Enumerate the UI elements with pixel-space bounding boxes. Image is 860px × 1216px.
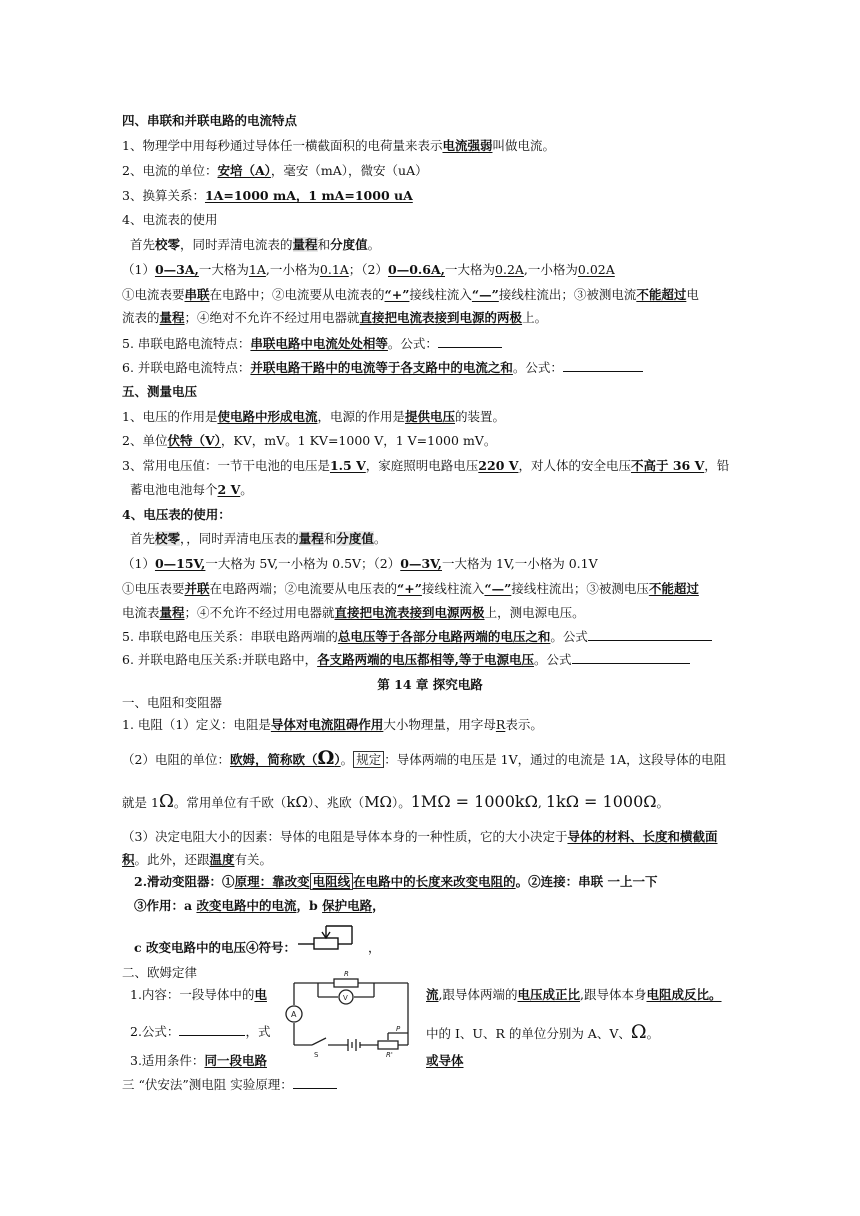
- text: ，对人体的安全电压: [518, 458, 631, 473]
- text-line: [426, 1023, 659, 1043]
- keyword: 1.5 V: [329, 458, 366, 473]
- formula-blank[interactable]: [588, 628, 712, 641]
- keyword: 导体的材料、长度和横截面: [567, 829, 718, 844]
- text-line: 4、电压表的使用：: [122, 507, 231, 522]
- text-line: [130, 236, 380, 254]
- text: 流表的: [122, 310, 160, 325]
- boxed-word: 规定: [353, 751, 384, 768]
- keyword: 分度值: [336, 531, 374, 546]
- keyword: 导体对电流阻碍作用: [270, 717, 384, 732]
- text: ，铅: [704, 458, 730, 473]
- formula-blank[interactable]: [179, 1023, 245, 1036]
- keyword: 电阻成反比。: [646, 987, 722, 1002]
- text: 6. 并联电路电压关系:并联电路中，: [122, 652, 318, 667]
- text: 5. 串联电路电流特点：: [122, 336, 251, 351]
- section-title-current: 四、串联和并联电路的电流特点: [122, 113, 298, 128]
- text: 。公式: [550, 629, 588, 644]
- text: 在电路中的长度来改变电阻的: [353, 874, 516, 889]
- text: 电: [686, 287, 699, 302]
- text: 。常用单位有千欧（: [173, 795, 287, 810]
- formula: 1MΩ = 1000kΩ: [410, 792, 538, 811]
- text: 三 “伏安法”测电阻 实验原理：: [122, 1077, 293, 1092]
- text: 大小物理量，用字母: [383, 717, 496, 732]
- text: ,: [537, 795, 542, 810]
- circuit-diagram: [282, 965, 418, 1059]
- text: ）: [334, 752, 341, 767]
- text-line: [130, 530, 386, 548]
- text: ；④不允许不经过用电器就: [184, 605, 335, 620]
- text: 接线柱流出；③被测电压: [511, 581, 649, 596]
- text: ，同时弄清电流表的: [180, 237, 293, 252]
- text: 5. 串联电路电压关系：串联电路两端的: [122, 629, 338, 644]
- text-line: [122, 457, 729, 475]
- text-line: [122, 286, 699, 304]
- keyword: 同一段电路: [204, 1053, 267, 1068]
- text-line: [122, 432, 496, 450]
- text: 。: [646, 1026, 660, 1041]
- text-line: [122, 137, 555, 155]
- text-line: [122, 309, 547, 327]
- text: 和: [317, 237, 331, 252]
- text-line: [130, 986, 267, 1004]
- value: 0.1A: [319, 262, 349, 277]
- keyword: 不能超过: [636, 287, 687, 302]
- text-line: [122, 187, 413, 205]
- text: 接线柱流出；③被测电流: [498, 287, 637, 302]
- keyword: “+”: [384, 287, 410, 302]
- text-line: [122, 359, 643, 377]
- keyword: 2 V: [217, 482, 241, 497]
- text-line: [122, 580, 699, 598]
- keyword: 校零: [155, 237, 181, 252]
- text: ①电压表要: [122, 581, 185, 596]
- keyword: 分度值: [330, 237, 368, 252]
- text: 的装置。: [455, 409, 506, 424]
- text: 1、物理学中用每秒通过导体任一横截面积的电荷量来表示: [122, 138, 443, 153]
- keyword: 并联电路干路中的电流等于各支路中的电流之和: [250, 360, 513, 375]
- text: 1、电压的作用是: [122, 409, 218, 424]
- text-line: [122, 408, 505, 426]
- text: （1）: [122, 556, 155, 571]
- text-line: 4、电流表的使用: [122, 212, 218, 227]
- keyword: 不能超过: [648, 581, 699, 596]
- text: 2、电流的单位：: [122, 163, 218, 178]
- text-line: [134, 897, 385, 915]
- keyword: 串联电路中电流处处相等: [250, 336, 388, 351]
- text: ，KV，mV。1 KV=1000 V，1 V=1000 mV。: [220, 433, 497, 448]
- circuit-label-s: S: [314, 1051, 319, 1059]
- keyword: 保护电路: [322, 898, 373, 913]
- text: 。: [240, 482, 253, 497]
- formula-blank[interactable]: [438, 335, 502, 348]
- keyword: 总电压等于各部分电路两端的电压之和: [337, 629, 551, 644]
- keyword: 温度: [209, 852, 235, 867]
- text-line: [130, 1052, 267, 1070]
- text: ，毫安（mA），微安（uA）: [270, 163, 428, 178]
- text: 6. 并联电路电流特点：: [122, 360, 251, 375]
- text-line: [122, 1076, 337, 1094]
- keyword: 安培（A）: [217, 163, 271, 178]
- text: 在电路两端；②电流要从电压表的: [209, 581, 398, 596]
- text: 2.滑动变阻器：①: [134, 874, 235, 889]
- keyword: 提供电压: [405, 409, 456, 424]
- text-line: [134, 939, 296, 957]
- keyword: 量程: [292, 237, 318, 252]
- text-line: [122, 261, 615, 279]
- circuit-label-v: V: [343, 994, 348, 1002]
- text: 蓄电池电池每个: [130, 482, 218, 497]
- text-line: [122, 749, 726, 769]
- text: ,一小格为: [265, 262, 320, 277]
- keyword: 校零: [155, 531, 181, 546]
- text: ，式: [245, 1024, 271, 1039]
- text: ,一小格为: [523, 262, 578, 277]
- keyword: 使电路中形成电流: [217, 409, 318, 424]
- keyword: 0—3A,: [154, 262, 199, 277]
- text: 。公式: [533, 652, 572, 667]
- section-title-voltage: 五、测量电压: [122, 384, 198, 399]
- keyword: 并联: [184, 581, 210, 596]
- text: ，b: [296, 898, 323, 913]
- keyword: 直接把电流表接到电源的两极: [359, 310, 523, 325]
- text-line: [122, 162, 428, 180]
- text: ,跟导体两端的: [438, 987, 518, 1002]
- text: ；（2）: [348, 262, 388, 277]
- value: 0.2A: [495, 262, 524, 277]
- text-line: [426, 986, 722, 1004]
- text: 。: [340, 752, 354, 767]
- keyword: 0—3V,: [400, 556, 443, 571]
- text-line: [122, 604, 585, 622]
- unit: kΩ: [286, 793, 308, 811]
- boxed-word: 电阻线: [310, 873, 354, 890]
- text-line: [122, 716, 543, 734]
- text: 。公式：: [387, 336, 438, 351]
- text: 叫做电流。: [492, 138, 555, 153]
- text: 上，测电源电压。: [484, 605, 585, 620]
- text: 。此外，还跟: [134, 852, 210, 867]
- value: 1A: [248, 262, 266, 277]
- keyword: “+”: [397, 581, 422, 596]
- value: 0.02A: [577, 262, 615, 277]
- text: c 改变电路中的电压④符号：: [134, 940, 296, 955]
- keyword: 量程: [159, 605, 185, 620]
- text: 接线柱流入: [409, 287, 472, 302]
- text: 。: [367, 237, 381, 252]
- text: 。: [373, 531, 387, 546]
- text-line: [130, 1023, 270, 1041]
- text-line: [122, 793, 669, 812]
- keyword: “—”: [471, 287, 499, 302]
- keyword: 不高于 36 V: [630, 458, 705, 473]
- circuit-label-r: R: [344, 970, 349, 978]
- text: 一大格为 5V,一小格为 0.5V；（2）: [205, 556, 401, 571]
- keyword: “—”: [484, 581, 512, 596]
- text: 原理：靠改变: [234, 874, 310, 889]
- text: 就是 1: [122, 795, 159, 810]
- text: 一大格为 1V,一小格为 0.1V: [442, 556, 598, 571]
- text: 。②连接：串联 一上一下: [515, 874, 658, 889]
- circuit-label-r2: R': [386, 1051, 393, 1059]
- text: ,跟导体本身: [580, 987, 647, 1002]
- unit: MΩ: [364, 793, 392, 811]
- text: 1. 电阻（1）定义：电阻是: [122, 717, 271, 732]
- text: ，: [372, 898, 385, 913]
- text-line: [130, 481, 253, 499]
- keyword: [235, 873, 516, 890]
- text: 一大格为: [198, 262, 249, 277]
- text: ：导体两端的电压是 1V，通过的电流是 1A，这段导体的电阻: [384, 752, 727, 767]
- keyword: 电: [254, 987, 267, 1002]
- text: 接线柱流入: [421, 581, 485, 596]
- text: 电流表: [122, 605, 160, 620]
- text: ③作用：a: [134, 898, 197, 913]
- text: 欧姆，简称欧（: [229, 752, 318, 767]
- text: （1）: [122, 262, 155, 277]
- text: 表示。: [505, 717, 543, 732]
- keyword: [229, 747, 341, 769]
- text-line: [122, 628, 712, 646]
- circuit-label-a: A: [291, 1010, 297, 1019]
- text-line: [122, 828, 717, 846]
- text: ，电源的作用是: [317, 409, 405, 424]
- formula-blank[interactable]: [293, 1076, 337, 1089]
- text: ，: [368, 940, 381, 955]
- text: ，家庭照明电路电压: [365, 458, 479, 473]
- text: ①电流表要: [122, 287, 185, 302]
- text-line: [134, 873, 657, 891]
- rheostat-symbol-icon: [296, 924, 360, 954]
- formula: 1kΩ = 1000Ω: [545, 792, 657, 811]
- text: ）、兆欧（: [307, 795, 365, 810]
- keyword: 伏特（V）: [167, 433, 221, 448]
- text: 3、换算关系：: [122, 188, 205, 203]
- text-line: [426, 1052, 464, 1070]
- formula-blank[interactable]: [563, 359, 643, 372]
- subsection-title: 二、欧姆定律: [122, 965, 198, 980]
- text: （2）电阻的单位：: [122, 752, 230, 767]
- text: 。: [656, 795, 670, 810]
- text: 2.公式：: [130, 1024, 180, 1039]
- keyword: 改变电路中的电流: [196, 898, 297, 913]
- keyword: 量程: [298, 531, 324, 546]
- text: 首先: [130, 237, 156, 252]
- text: ；④绝对不允许不经过用电器就: [184, 310, 360, 325]
- keyword: 220 V: [478, 458, 519, 473]
- text: 一大格为: [445, 262, 496, 277]
- text-line: [122, 651, 690, 669]
- keyword: 流: [426, 987, 439, 1002]
- text: （3）决定电阻大小的因素：导体的电阻是导体本身的一种性质，它的大小决定于: [122, 829, 568, 844]
- text: 有关。: [234, 852, 273, 867]
- text: 在电路中；②电流要从电流表的: [209, 287, 385, 302]
- text: 首先: [130, 531, 156, 546]
- keyword: 串联: [184, 287, 210, 302]
- keyword: 或导体: [426, 1053, 464, 1068]
- omega-symbol: Ω: [158, 791, 174, 812]
- text: 1.内容：一段导体中的: [130, 987, 255, 1002]
- keyword: 直接把电流表接到电源两极: [334, 605, 485, 620]
- keyword: 电流强弱: [442, 138, 493, 153]
- value: R: [495, 717, 506, 732]
- formula-blank[interactable]: [572, 651, 690, 664]
- keyword: 1A=1000 mA，1 mA=1000 uA: [204, 188, 413, 203]
- keyword: 量程: [159, 310, 185, 325]
- text: 3.适用条件：: [130, 1053, 205, 1068]
- keyword: 0—15V,: [154, 556, 206, 571]
- text: 2、单位: [122, 433, 168, 448]
- keyword: 0—0.6A,: [388, 262, 445, 277]
- text-line: [122, 335, 502, 353]
- omega-symbol: Ω: [630, 1021, 647, 1043]
- text-line: [122, 555, 598, 573]
- text: ，，同时弄清电压表的: [180, 531, 299, 546]
- text: 3、常用电压值：一节干电池的电压是: [122, 458, 330, 473]
- keyword: 积: [122, 852, 135, 867]
- text: 和: [323, 531, 337, 546]
- text: ）。: [391, 795, 411, 810]
- omega-symbol: Ω: [317, 747, 335, 769]
- keyword: 电压成正比: [517, 987, 581, 1002]
- chapter-title: 第 14 章 探究电路: [377, 677, 483, 692]
- text: 中的 I、U、R 的单位分别为 A、V、: [426, 1026, 631, 1041]
- circuit-label-p: P: [396, 1025, 401, 1033]
- text: 。公式：: [512, 360, 563, 375]
- subsection-title: 一、电阻和变阻器: [122, 695, 223, 710]
- keyword: 各支路两端的电压都相等,等于电源电压: [317, 652, 534, 667]
- text: 上。: [522, 310, 548, 325]
- text-line: [122, 851, 272, 869]
